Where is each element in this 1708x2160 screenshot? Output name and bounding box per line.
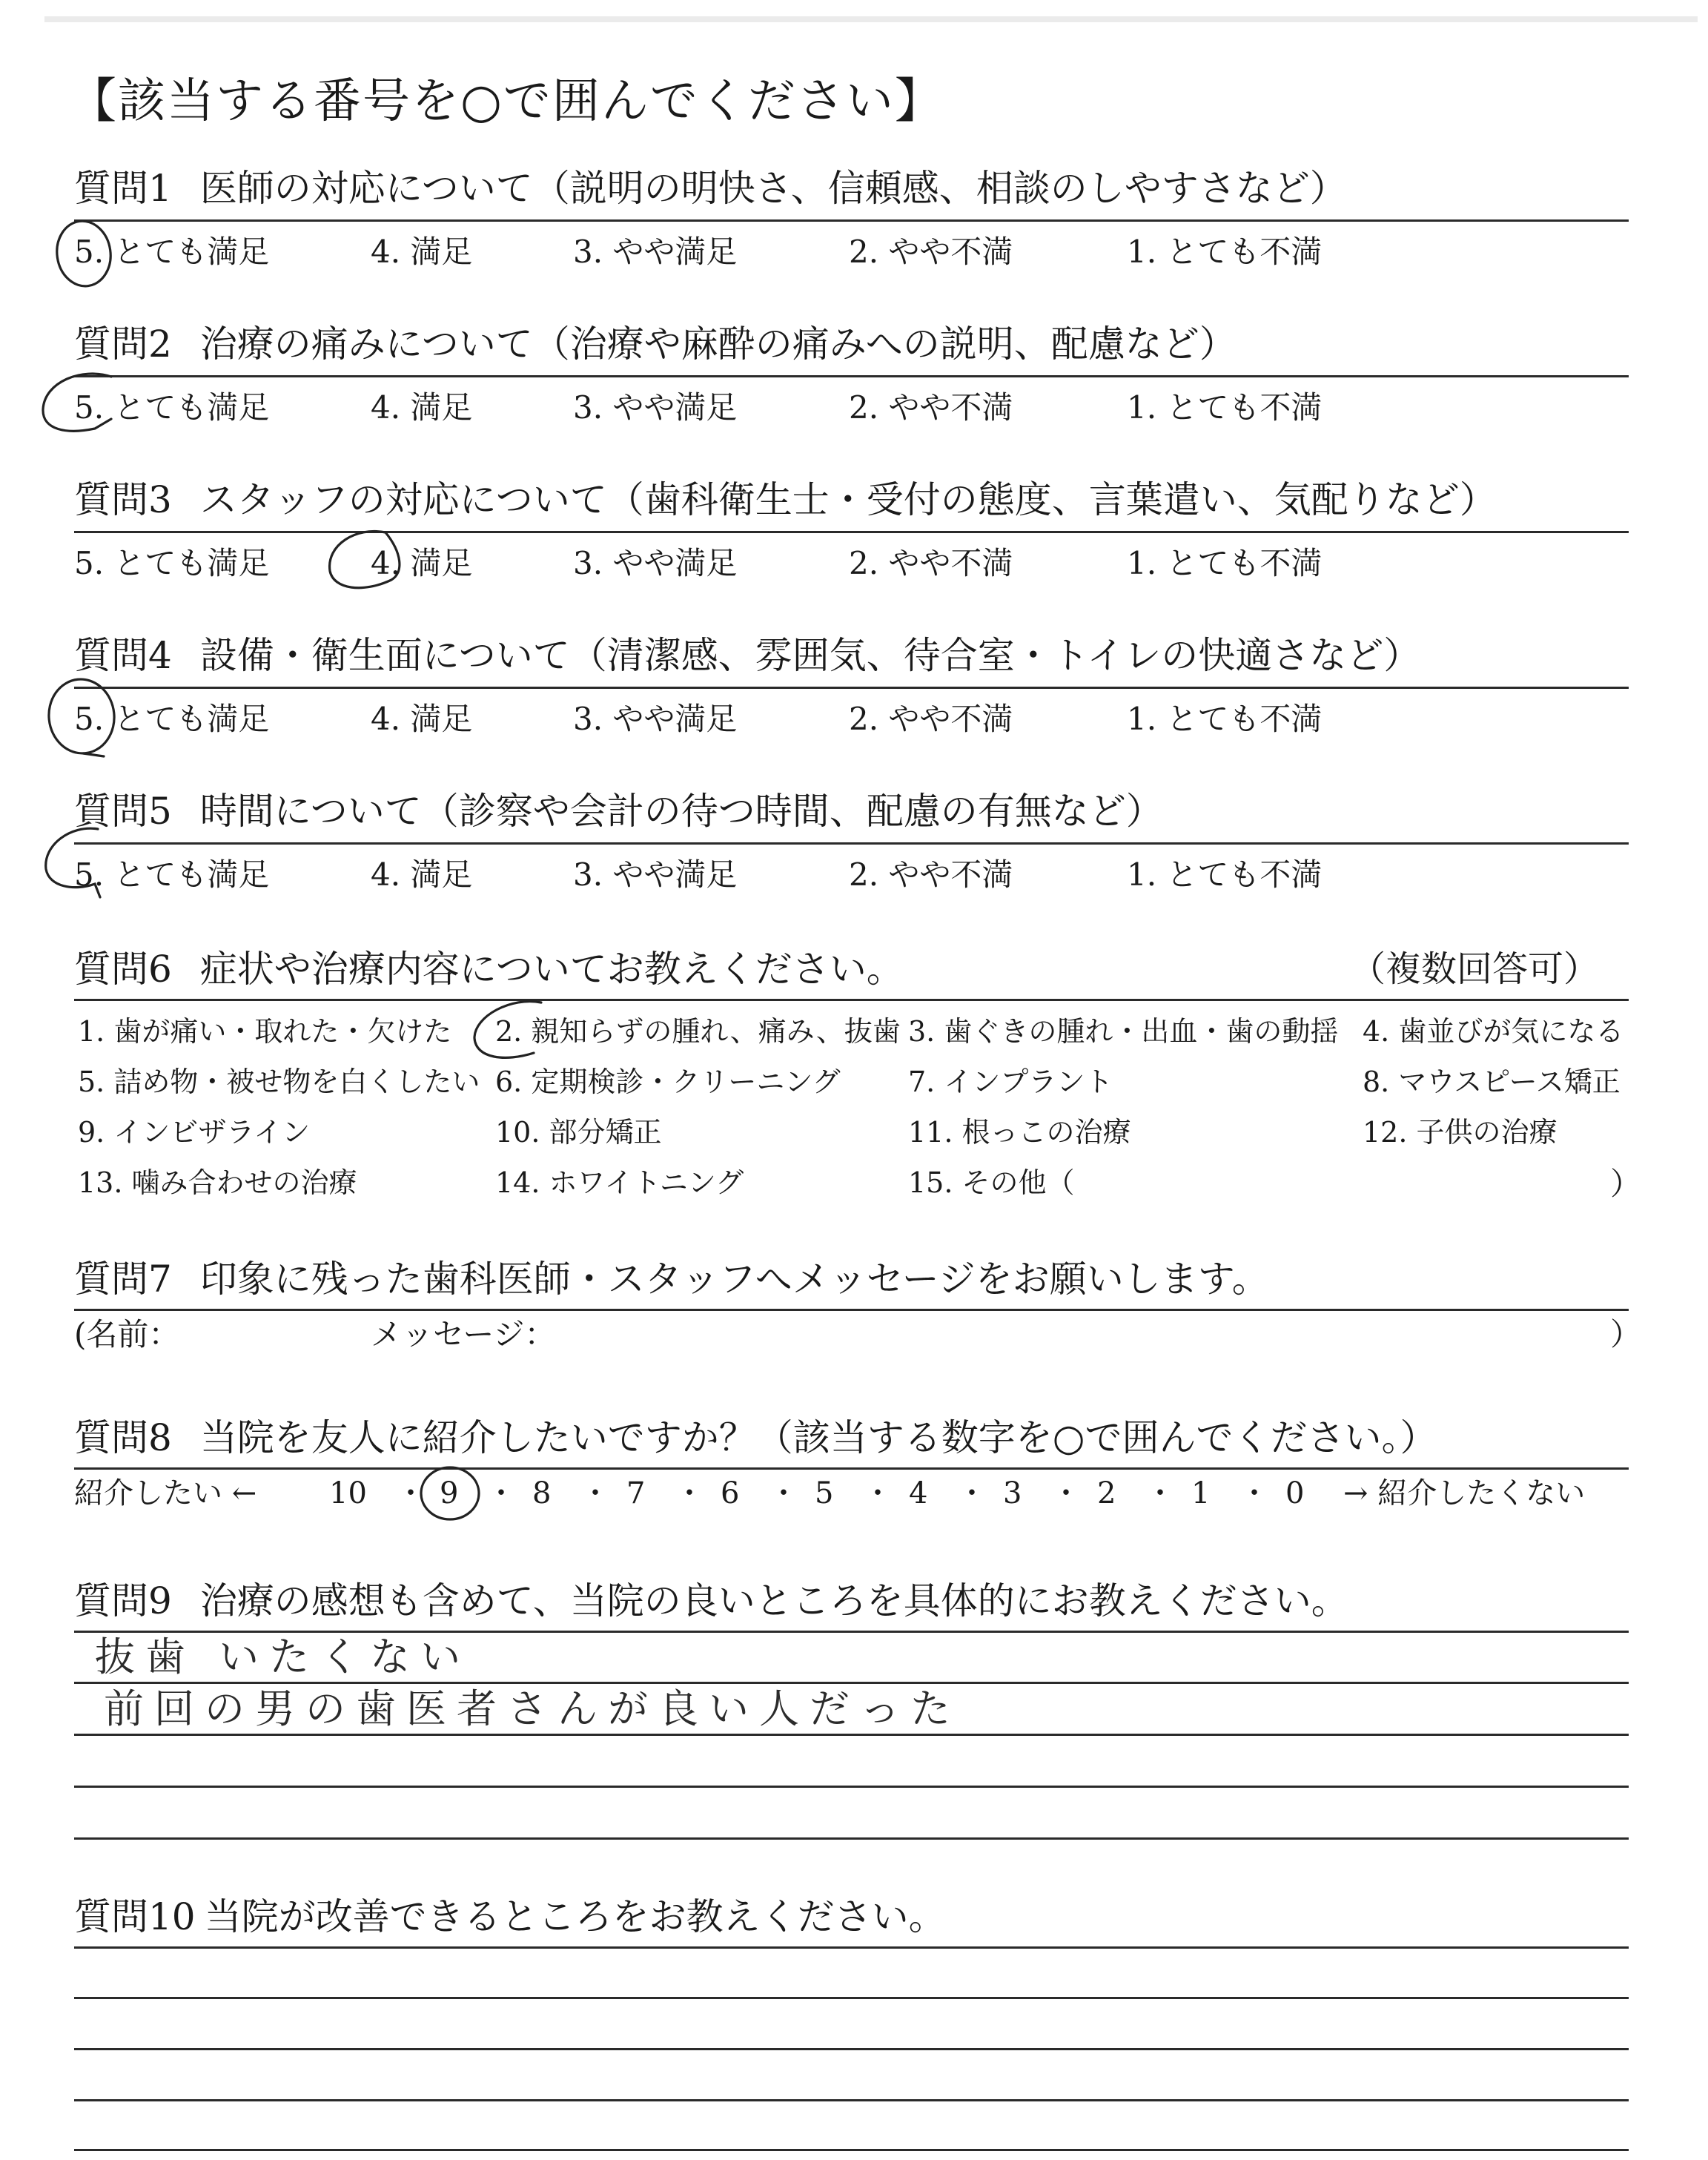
symptom-item-6[interactable]: 6. 定期検診・クリーニング: [495, 1066, 841, 1098]
question-1-rule: [74, 219, 1629, 222]
option-4[interactable]: 4. 満足: [371, 701, 473, 737]
symptom-item-14[interactable]: 14. ホワイトニング: [495, 1166, 744, 1199]
scale-separator: ・: [396, 1476, 426, 1510]
symptom-item-13[interactable]: 13. 噛み合わせの治療: [78, 1166, 357, 1199]
question-10-rule: [74, 1946, 1629, 1949]
option-5[interactable]: 5. とても満足: [74, 545, 270, 581]
scale-6[interactable]: 6: [721, 1476, 740, 1510]
answer-line: [74, 1837, 1629, 1840]
option-1[interactable]: 1. とても不満: [1127, 389, 1323, 426]
option-5[interactable]: 5. とても満足: [74, 701, 270, 737]
symptom-item-9[interactable]: 9. インビザライン: [78, 1116, 311, 1149]
scale-5[interactable]: 5: [815, 1476, 834, 1510]
option-3[interactable]: 3. やや満足: [573, 389, 738, 426]
symptom-item-1[interactable]: 1. 歯が痛い・取れた・欠けた: [78, 1015, 452, 1048]
question-8-title: 質問8 当院を友人に紹介したいですか？（該当する数字を○で囲んでください。）: [74, 1416, 1437, 1459]
symptom-item-8[interactable]: 8. マウスピース矯正: [1363, 1066, 1621, 1098]
question-4-title: 質問4 設備・衛生面について（清潔感、雰囲気、待合室・トイレの快適さなど）: [74, 634, 1421, 677]
scale-separator: ・: [863, 1476, 893, 1510]
scale-separator: ・: [675, 1476, 704, 1510]
scale-7[interactable]: 7: [626, 1476, 646, 1510]
question-7-title: 質問7 印象に残った歯科医師・スタッフへメッセージをお願いします。: [74, 1258, 1269, 1301]
symptom-item-5[interactable]: 5. 詰め物・被せ物を白くしたい: [78, 1066, 480, 1098]
question-6-title: 質問6 症状や治療内容についてお教えください。: [74, 948, 904, 991]
scale-separator: ・: [1051, 1476, 1081, 1510]
q4-tail-mark: [83, 753, 104, 756]
scale-left-label: 紹介したい ←: [74, 1476, 257, 1510]
scale-8[interactable]: 8: [532, 1476, 552, 1510]
symptom-item-7[interactable]: 7. インプラント: [908, 1066, 1113, 1098]
multiple-answer-note: （複数回答可）: [1349, 948, 1599, 990]
option-2[interactable]: 2. やや不満: [849, 856, 1013, 893]
scale-separator: ・: [1145, 1476, 1175, 1510]
instruction-header: 【該当する番号を○で囲んでください】: [69, 74, 944, 129]
option-2[interactable]: 2. やや不満: [849, 545, 1013, 581]
answer-line: [74, 2048, 1629, 2050]
symptom-item-4[interactable]: 4. 歯並びが気になる: [1363, 1015, 1624, 1048]
question-2-rule: [74, 375, 1629, 377]
handwritten-answer-line-1: 抜歯 いたくない: [95, 1634, 471, 1680]
name-field-label[interactable]: (名前：: [74, 1316, 180, 1353]
option-1[interactable]: 1. とても不満: [1127, 856, 1323, 893]
scan-edge: [44, 16, 1698, 22]
question-9-title: 質問9 治療の感想も含めて、当院の良いところを具体的にお教えください。: [74, 1579, 1348, 1622]
scale-1[interactable]: 1: [1191, 1476, 1211, 1510]
question-8-rule: [74, 1467, 1629, 1470]
symptom-item-15-other[interactable]: 15. その他（: [908, 1166, 1075, 1199]
question-6-rule: [74, 999, 1629, 1001]
option-5[interactable]: 5. とても満足: [74, 234, 270, 270]
scale-0[interactable]: 0: [1285, 1476, 1305, 1510]
option-4[interactable]: 4. 満足: [371, 856, 473, 893]
scale-separator: ・: [769, 1476, 798, 1510]
symptom-item-12[interactable]: 12. 子供の治療: [1363, 1116, 1558, 1149]
question-2-title: 質問2 治療の痛みについて（治療や麻酔の痛みへの説明、配慮など）: [74, 323, 1237, 366]
question-7-rule: [74, 1309, 1629, 1311]
option-5[interactable]: 5. とても満足: [74, 856, 270, 893]
option-1[interactable]: 1. とても不満: [1127, 701, 1323, 737]
scale-right-label: → 紹介したくない: [1343, 1476, 1586, 1510]
symptom-item-2[interactable]: 2. 親知らずの腫れ、痛み、抜歯: [495, 1015, 901, 1048]
scale-9[interactable]: 9: [440, 1476, 459, 1510]
symptom-item-3[interactable]: 3. 歯ぐきの腫れ・出血・歯の動揺: [908, 1015, 1339, 1048]
option-4[interactable]: 4. 満足: [371, 234, 473, 270]
scale-10[interactable]: 10: [329, 1476, 367, 1510]
option-5[interactable]: 5. とても満足: [74, 389, 270, 426]
other-close-paren: ）: [1610, 1166, 1642, 1202]
answer-line: [74, 1786, 1629, 1788]
scale-separator: ・: [580, 1476, 610, 1510]
scale-separator: ・: [1239, 1476, 1269, 1510]
scale-separator: ・: [957, 1476, 987, 1510]
message-field-label[interactable]: メッセージ：: [371, 1316, 556, 1353]
option-3[interactable]: 3. やや満足: [573, 545, 738, 581]
option-1[interactable]: 1. とても不満: [1127, 234, 1323, 270]
handwritten-answer-line-2: 前回の男の歯医者さんが良い人だった: [104, 1685, 961, 1732]
scale-4[interactable]: 4: [909, 1476, 928, 1510]
option-2[interactable]: 2. やや不満: [849, 234, 1013, 270]
answer-line: [74, 1997, 1629, 1999]
answer-line: [74, 2099, 1629, 2101]
option-2[interactable]: 2. やや不満: [849, 389, 1013, 426]
option-3[interactable]: 3. やや満足: [573, 234, 738, 270]
question-5-title: 質問5 時間について（診察や会計の待つ時間、配慮の有無など）: [74, 790, 1163, 833]
question-3-rule: [74, 531, 1629, 533]
question-5-rule: [74, 842, 1629, 845]
question-4-rule: [74, 687, 1629, 689]
answer-line: [74, 2149, 1629, 2151]
option-3[interactable]: 3. やや満足: [573, 856, 738, 893]
symptom-item-11[interactable]: 11. 根っこの治療: [908, 1116, 1131, 1149]
symptom-item-10[interactable]: 10. 部分矯正: [495, 1116, 662, 1149]
option-3[interactable]: 3. やや満足: [573, 701, 738, 737]
question-1-title: 質問1 医師の対応について（説明の明快さ、信頼感、相談のしやすさなど）: [74, 167, 1347, 210]
question-3-title: 質問3 スタッフの対応について（歯科衛生士・受付の態度、言葉遣い、気配りなど）: [74, 478, 1497, 521]
message-close-paren: ）: [1610, 1316, 1642, 1353]
option-2[interactable]: 2. やや不満: [849, 701, 1013, 737]
option-1[interactable]: 1. とても不満: [1127, 545, 1323, 581]
scale-3[interactable]: 3: [1003, 1476, 1022, 1510]
scale-separator: ・: [486, 1476, 516, 1510]
option-4[interactable]: 4. 満足: [371, 389, 473, 426]
question-10-title: 質問10 当院が改善できるところをお教えください。: [74, 1895, 946, 1938]
option-4[interactable]: 4. 満足: [371, 545, 473, 581]
scale-2[interactable]: 2: [1097, 1476, 1116, 1510]
